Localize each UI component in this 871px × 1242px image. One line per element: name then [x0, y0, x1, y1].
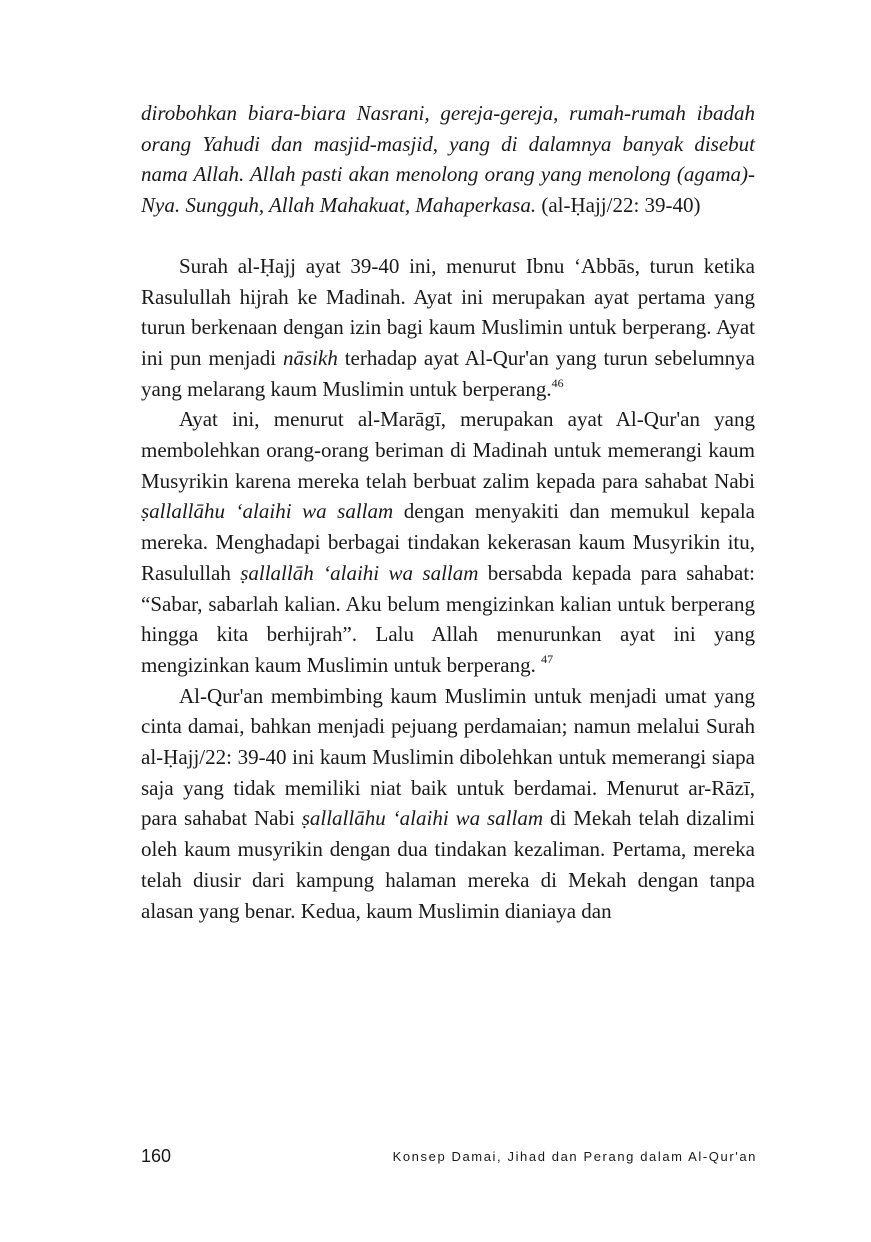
quran-translation-quote: [141, 98, 755, 221]
paragraph-3-text-b: di Mekah telah dizalimi oleh kaum musyrikin dengan dua tindakan kezaliman. Pertama, mereka telah diusir dari kampung halaman mereka di Mekah dengan tanpa alasan yang benar. Kedua, kaum Muslimin dianiaya dan: [141, 806, 756, 923]
paragraph-1-text-b: terhadap ayat Al-Qur'an yang turun sebelumnya yang melarang kaum Muslimin untuk berperang.: [141, 345, 755, 401]
page-body: [141, 98, 755, 926]
running-title: Konsep Damai, Jihad dan Perang dalam Al-Qur'an: [392, 1149, 757, 1164]
paragraph-3-text-a: Al-Qur'an membimbing kaum Muslimin untuk menjadi umat yang cinta damai, bahkan menjadi pejuang perdamaian; namun melalui Surah al-Ḥajj/22: 39-40 ini kaum Muslimin dibolehkan untuk memerangi siapa saja yang tidak memiliki niat baik untuk berdamai. Menurut ar-Rāzī, para sahabat Nabi: [141, 683, 755, 831]
paragraph-1-text-a: Surah al-Ḥajj ayat 39-40 ini, menurut Ibnu ‘Abbās, turun ketika Rasulullah hijrah ke Madinah. Ayat ini merupakan ayat pertama yang turun berkenaan dengan izin bagi kaum Muslimin untuk berperang. Ayat ini pun menjadi: [141, 253, 755, 370]
footnote-ref-46[interactable]: 46: [551, 375, 564, 390]
spacer: [141, 221, 755, 251]
paragraph-3-italic-honorific: ṣallallāhu ‘alaihi wa sallam: [301, 806, 544, 831]
quote-reference: (al-Ḥajj/22: 39-40): [541, 193, 701, 218]
paragraph-2-italic-honorific-2: ṣallallāh ‘alaihi wa sallam: [240, 560, 479, 585]
paragraph-2-text-c: bersabda kepada para sahabat: “Sabar, sabarlah kalian. Aku belum mengizinkan kalian untuk berperang hingga kita berhijrah”. Lalu Allah menurunkan ayat ini yang mengizinkan kaum Muslimin untuk berperang.: [141, 560, 755, 677]
paragraph-1-italic-term: nāsikh: [283, 345, 338, 370]
footnote-ref-47[interactable]: 47: [541, 651, 554, 666]
quote-text: dirobohkan biara-biara Nasrani, gereja-gereja, rumah-rumah ibadah orang Yahudi dan masjid-masjid, yang di dalamnya banyak disebut nama Allah. Allah pasti akan menolong orang yang menolong (agama)-Nya. Sungguh, Allah Mahakuat, Mahaperkasa.: [141, 101, 755, 218]
paragraph-3: [141, 681, 755, 927]
paragraph-2-text-a: Ayat ini, menurut al-Marāgī, merupakan ayat Al-Qur'an yang membolehkan orang-orang beriman di Madinah untuk memerangi kaum Musyrikin karena mereka telah berbuat zalim kepada para sahabat Nabi: [141, 407, 755, 493]
paragraph-2-text-b: dengan menyakiti dan memukul kepala mereka. Menghadapi berbagai tindakan kekerasan kaum Musyrikin itu, Rasulullah: [141, 499, 755, 585]
page-number: 160: [141, 1146, 172, 1166]
paragraph-1: [141, 251, 755, 405]
paragraph-2-italic-honorific-1: ṣallallāhu ‘alaihi wa sallam: [141, 499, 394, 524]
paragraph-2: [141, 404, 755, 680]
